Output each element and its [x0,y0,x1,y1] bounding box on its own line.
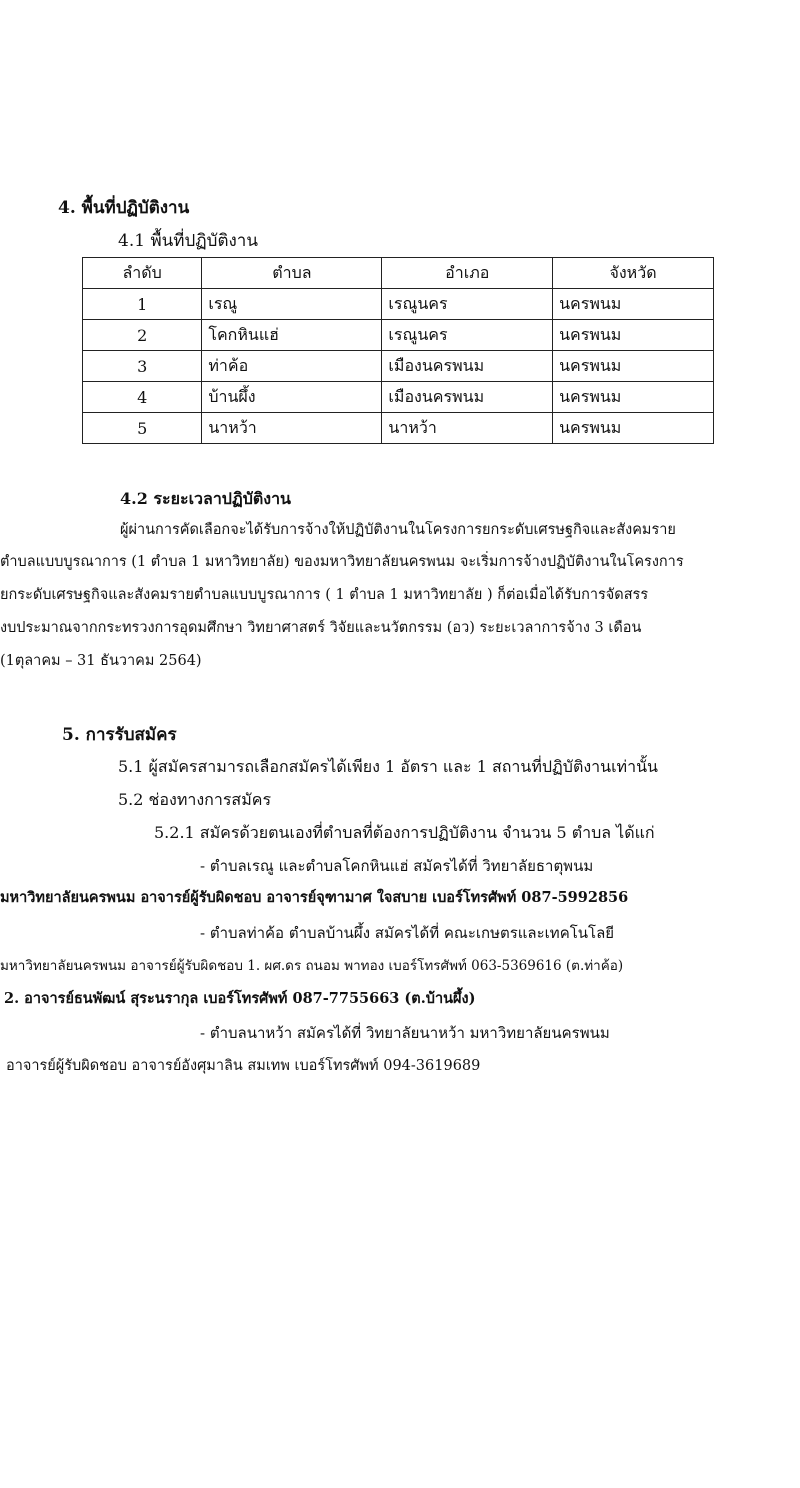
cell-province: นครพนม [553,382,714,413]
table-row [83,289,714,320]
channel-banphueng-contact: 2. อาจารย์ธนพัฒน์ สุระนรากุล เบอร์โทรศัพท์ 087-7755663 (ต.บ้านผึ้ง) [4,990,476,1007]
header-order: ลำดับ [83,258,202,289]
section-5-1-text: 5.1 ผู้สมัครสามารถเลือกสมัครได้เพียง 1 อัตรา และ 1 สถานที่ปฏิบัติงานเท่านั้น [118,757,658,776]
section-5-heading: 5. การรับสมัคร [62,725,177,745]
cell-order: 2 [83,320,202,351]
cell-subdistrict: นาหว้า [202,413,382,444]
channel-renu-line: - ตำบลเรณู และตำบลโคกหินแฮ่ สมัครได้ที่ วิทยาลัยธาตุพนม [200,857,594,875]
cell-subdistrict: เรณู [202,289,382,320]
cell-subdistrict: ท่าค้อ [202,351,382,382]
cell-order: 3 [83,351,202,382]
channel-nawa-contact: อาจารย์ผู้รับผิดชอบ อาจารย์อังศุมาลิน สมเทพ เบอร์โทรศัพท์ 094-3619689 [6,1058,481,1074]
work-area-table [82,257,714,444]
cell-subdistrict: โคกหินแฮ่ [202,320,382,351]
section-5-2-1-text: 5.2.1 สมัครด้วยตนเองที่ตำบลที่ต้องการปฏิบัติงาน จำนวน 5 ตำบล ได้แก่ [154,823,655,842]
period-paragraph-line: ยกระดับเศรษฐกิจและสังคมรายตำบลแบบบูรณาการ ( 1 ตำบล 1 มหาวิทยาลัย ) ก็ต่อเมื่อได้รับการจัดสรร [0,587,649,603]
cell-district: เรณูนคร [382,289,553,320]
cell-district: เมืองนครพนม [382,351,553,382]
channel-renu-contact: มหาวิทยาลัยนครพนม อาจารย์ผู้รับผิดชอบ อาจารย์จุฑามาศ ใจสบาย เบอร์โทรศัพท์ 087-5992856 [0,889,629,906]
channel-thakho-contact: มหาวิทยาลัยนครพนม อาจารย์ผู้รับผิดชอบ 1. ผศ.ดร ถนอม พาทอง เบอร์โทรศัพท์ 063-5369616 (ต.ท่าค้อ) [0,958,624,974]
channel-nawa-line: - ตำบลนาหว้า สมัครได้ที่ วิทยาลัยนาหว้า มหาวิทยาลัยนครพนม [200,1024,610,1042]
cell-order: 1 [83,289,202,320]
header-province: จังหวัด [553,258,714,289]
section-4-2-heading: 4.2 ระยะเวลาปฏิบัติงาน [120,489,291,508]
period-paragraph-line: (1ตุลาคม – 31 ธันวาคม 2564) [0,653,202,669]
cell-district: เรณูนคร [382,320,553,351]
cell-order: 4 [83,382,202,413]
section-5-2-heading: 5.2 ช่องทางการสมัคร [118,790,272,809]
period-paragraph-line: งบประมาณจากกระทรวงการอุดมศึกษา วิทยาศาสตร์ วิจัยและนวัตกรรม (อว) ระยะเวลาการจ้าง 3 เดือน [0,620,642,636]
cell-order: 5 [83,413,202,444]
table-row [83,320,714,351]
cell-province: นครพนม [553,289,714,320]
table-header-row [83,258,714,289]
table-row [83,351,714,382]
cell-subdistrict: บ้านผึ้ง [202,382,382,413]
period-paragraph-line: ตำบลแบบบูรณาการ (1 ตำบล 1 มหาวิทยาลัย) ของมหาวิทยาลัยนครพนม จะเริ่มการจ้างปฏิบัติงานในโครงการ [0,554,684,570]
cell-province: นครพนม [553,413,714,444]
cell-district: เมืองนครพนม [382,382,553,413]
cell-province: นครพนม [553,320,714,351]
table-row [83,413,714,444]
section-4-heading: 4. พื้นที่ปฏิบัติงาน [58,198,190,218]
header-subdistrict: ตำบล [202,258,382,289]
channel-thakho-line: - ตำบลท่าค้อ ตำบลบ้านผึ้ง สมัครได้ที่ คณะเกษตรและเทคโนโลยี [200,924,615,942]
table-row [83,382,714,413]
period-paragraph-line: ผู้ผ่านการคัดเลือกจะได้รับการจ้างให้ปฏิบัติงานในโครงการยกระดับเศรษฐกิจและสังคมราย [120,522,676,538]
section-4-1-heading: 4.1 พื้นที่ปฏิบัติงาน [118,231,258,251]
cell-province: นครพนม [553,351,714,382]
header-district: อำเภอ [382,258,553,289]
cell-district: นาหว้า [382,413,553,444]
